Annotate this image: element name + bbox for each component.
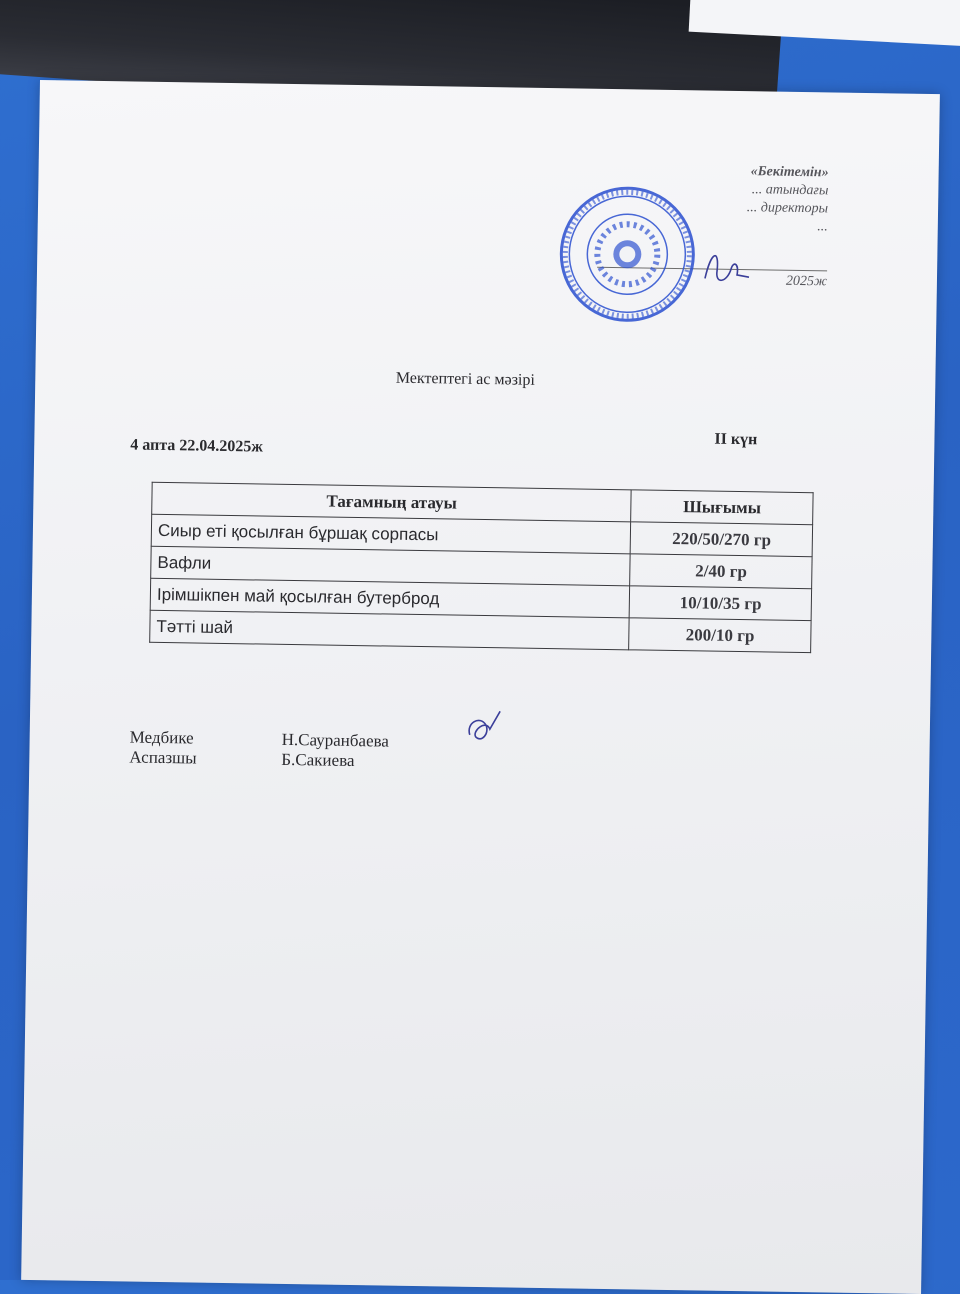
dish-yield: 10/10/35 гр — [630, 586, 812, 621]
staff-name: Б.Сакиева — [281, 749, 355, 771]
dish-name: Ірімшікпен май қосылған бутерброд — [150, 578, 630, 618]
director-signature — [697, 240, 758, 291]
staff-role: Медбике — [129, 727, 194, 748]
school-stamp — [556, 183, 698, 325]
approval-line-3: ... — [817, 219, 828, 235]
staff-row — [129, 747, 389, 771]
menu-table — [149, 482, 813, 653]
document-title: Мектептегі ас мәзірі — [395, 369, 536, 389]
dish-yield: 200/10 гр — [629, 618, 811, 653]
menu-sheet — [21, 80, 940, 1294]
approval-heading: «Бекітемін» — [750, 164, 829, 181]
dish-yield: 2/40 гр — [630, 554, 812, 589]
approval-date: 2025ж — [597, 267, 827, 292]
column-header-yield: Шығымы — [631, 490, 813, 525]
approval-line-1: ... атындағы — [751, 182, 829, 199]
staff-name: Н.Сауранбаева — [281, 729, 390, 751]
staff-role: Аспазшы — [129, 747, 197, 768]
dish-name: Вафли — [151, 546, 631, 586]
week-date: 4 апта 22.04.2025ж — [130, 436, 264, 456]
dish-yield: 220/50/270 гр — [631, 522, 813, 557]
staff-signatures — [129, 727, 389, 771]
nurse-signature — [459, 705, 510, 756]
dish-name: Тәтті шай — [150, 610, 630, 650]
approval-line-2: ... директоры — [746, 200, 829, 217]
day-label: II күн — [714, 430, 758, 449]
column-header-dish: Тағамның атауы — [152, 482, 632, 522]
dish-name: Сиыр еті қосылған бұршақ сорпасы — [151, 514, 631, 554]
